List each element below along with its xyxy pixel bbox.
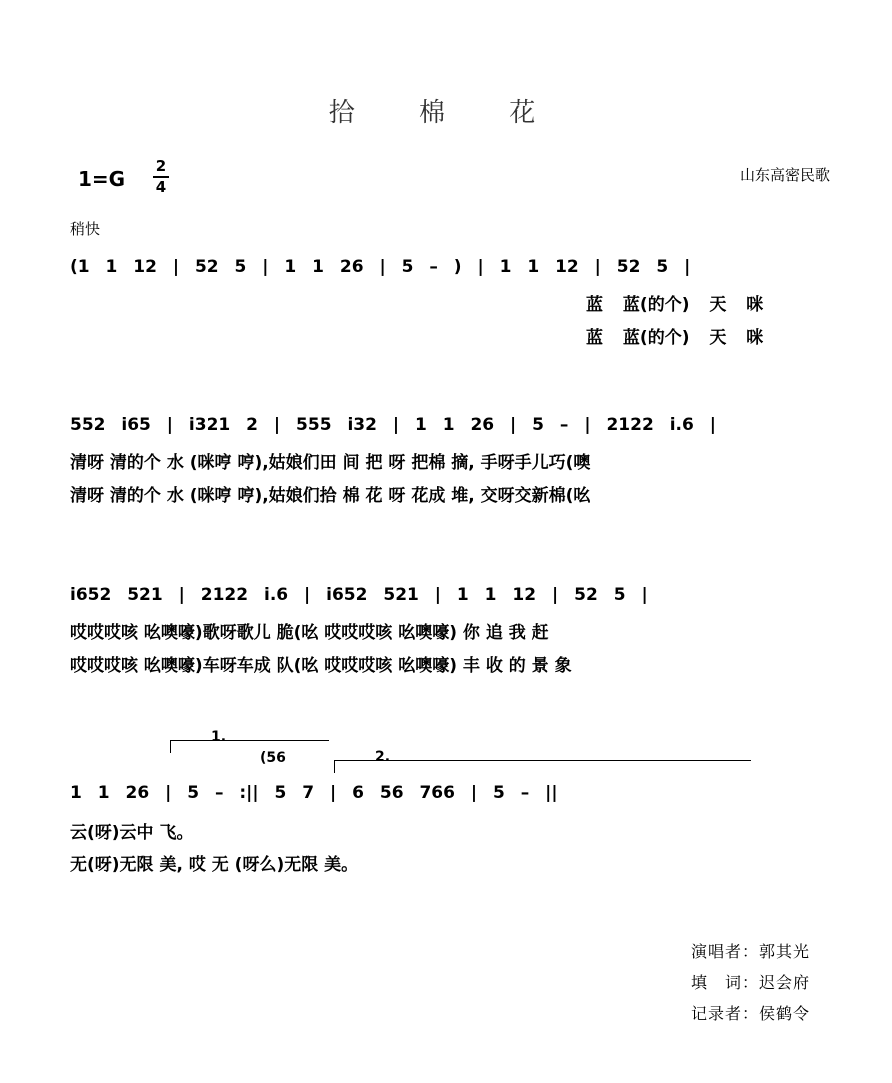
volta-2-label: 2. xyxy=(375,749,391,765)
lyrics-verse-2: 清呀 清的个 水 (咪哼 哼),姑娘们拾 棉 花 呀 花成 堆, 交呀交新棉(吆 xyxy=(70,486,591,506)
key-signature: 1=G xyxy=(78,167,126,191)
lyrics-verse-2: 哎哎哎咳 吆噢嚎)车呀车成 队(吆 哎哎哎咳 吆噢嚎) 丰 收 的 景 象 xyxy=(70,656,572,676)
volta-1-label: 1. xyxy=(211,729,227,745)
credit-singer: 演唱者：郭其光 xyxy=(690,942,810,961)
credits xyxy=(691,936,810,1029)
volta-first-ending xyxy=(170,729,329,753)
credit-recorder: 记录者：侯鹤令 xyxy=(690,1004,810,1023)
notes-line: (1 1 12 | 52 5 | 1 1 26 | 5 – ) | 1 1 12 | 52 5 | xyxy=(70,257,691,277)
notes-line: 1 1 26 | 5 – :|| 5 7 | 6 56 766 | 5 – || xyxy=(70,783,558,803)
lyrics-verse-1: 哎哎哎咳 吆噢嚎)歌呀歌儿 脆(吆 哎哎哎咳 吆噢嚎) 你 追 我 赶 xyxy=(70,623,549,643)
lyrics-verse-2: 无(呀)无限 美, 哎 无 (呀么)无限 美。 xyxy=(70,855,359,875)
volta-second-ending xyxy=(334,749,751,773)
time-signature xyxy=(153,158,169,196)
time-signature-top: 2 xyxy=(155,157,167,175)
lyrics-verse-1: 蓝 蓝(的个) 天 咪 xyxy=(586,295,764,315)
credit-lyricist: 填 词：迟会府 xyxy=(690,973,810,992)
grace-notes: (56 xyxy=(260,750,286,766)
notes-line: 552 i65 | i321 2 | 555 i32 | 1 1 26 | 5 – | 2122 i.6 | xyxy=(70,415,716,435)
lyrics-verse-1: 云(呀)云中 飞。 xyxy=(70,823,194,843)
notes-line: i652 521 | 2122 i.6 | i652 521 | 1 1 12 | 52 5 | xyxy=(70,585,648,605)
lyrics-verse-1: 清呀 清的个 水 (咪哼 哼),姑娘们田 间 把 呀 把棉 摘, 手呀手儿巧(噢 xyxy=(70,453,591,473)
lyrics-verse-2: 蓝 蓝(的个) 天 咪 xyxy=(586,328,764,348)
song-origin: 山东高密民歌 xyxy=(739,166,830,184)
tempo-marking: 稍快 xyxy=(70,220,101,238)
song-title: 拾 棉 花 xyxy=(328,98,564,128)
time-signature-bottom: 4 xyxy=(155,178,167,196)
